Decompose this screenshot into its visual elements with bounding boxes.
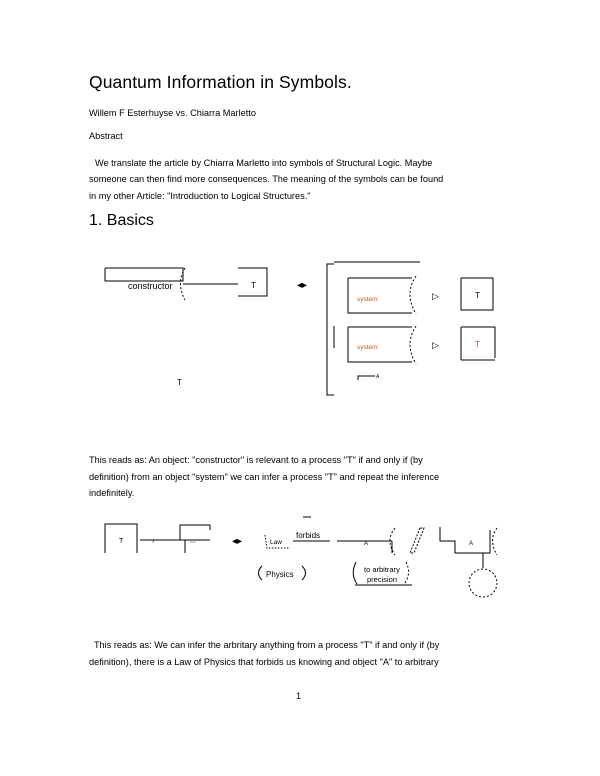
object-label-2: A — [469, 541, 474, 547]
section-heading: 1. Basics — [89, 212, 154, 229]
equivalence-symbol-2: ◂▸ — [232, 536, 243, 547]
paper-title: Quantum Information in Symbols. — [89, 72, 352, 92]
inference-arrow-1: ▷ — [432, 291, 439, 301]
abstract-line: in my other Article: "Introduction to Logical Structures." — [89, 190, 311, 201]
precision-line-2: precision — [367, 575, 398, 584]
forbids-label: forbids — [296, 531, 321, 540]
paragraph-2 — [89, 637, 509, 670]
paragraph-line: indefinitely. — [89, 488, 135, 499]
law-label: Law — [270, 539, 282, 546]
inference-arrow-2: ▷ — [432, 340, 439, 350]
paragraph-line: This reads as: An object: "constructor" is relevant to a process "T" if and only if (by — [89, 455, 423, 465]
arrow-to: › — [152, 538, 155, 545]
precision-line-1: to arbitrary — [364, 565, 400, 574]
process-label: T — [251, 281, 256, 290]
loop-circle — [469, 569, 497, 597]
small-mark: ~~ — [190, 540, 196, 546]
abstract-line: someone can then find more consequences. The meaning of the symbols can be found — [89, 174, 444, 185]
page-number: 1 — [296, 691, 302, 701]
free-process-label: T — [177, 378, 182, 387]
author-line: Willem F Esterhuyse vs. Chiarra Marletto — [89, 108, 256, 118]
abstract-line: We translate the article by Chiarra Marletto into symbols of Structural Logic. Maybe — [95, 158, 433, 168]
system-label-1: system — [357, 296, 378, 303]
constructor-label: constructor — [128, 281, 173, 291]
small-label: A — [376, 374, 380, 380]
system-label-2: system — [357, 344, 378, 351]
physics-label: Physics — [266, 570, 294, 579]
process-label-2: T — [119, 538, 124, 545]
process-box-2-label: T — [475, 340, 480, 349]
paragraph-line: definition), there is a Law of Physics that forbids us knowing and object "A" to arbitrary — [89, 656, 439, 667]
paragraph-line: This reads as: We can infer the arbritary anything from a process "T" if and only if (by — [89, 640, 440, 650]
abstract-heading: Abstract — [89, 131, 123, 141]
process-box-1-label: T — [475, 291, 480, 300]
paragraph-line: definition) from an object "system" we can infer a process "T" and repeat the inference — [89, 471, 440, 482]
object-label-1: A — [364, 541, 369, 547]
equivalence-symbol: ◂▸ — [297, 280, 308, 291]
